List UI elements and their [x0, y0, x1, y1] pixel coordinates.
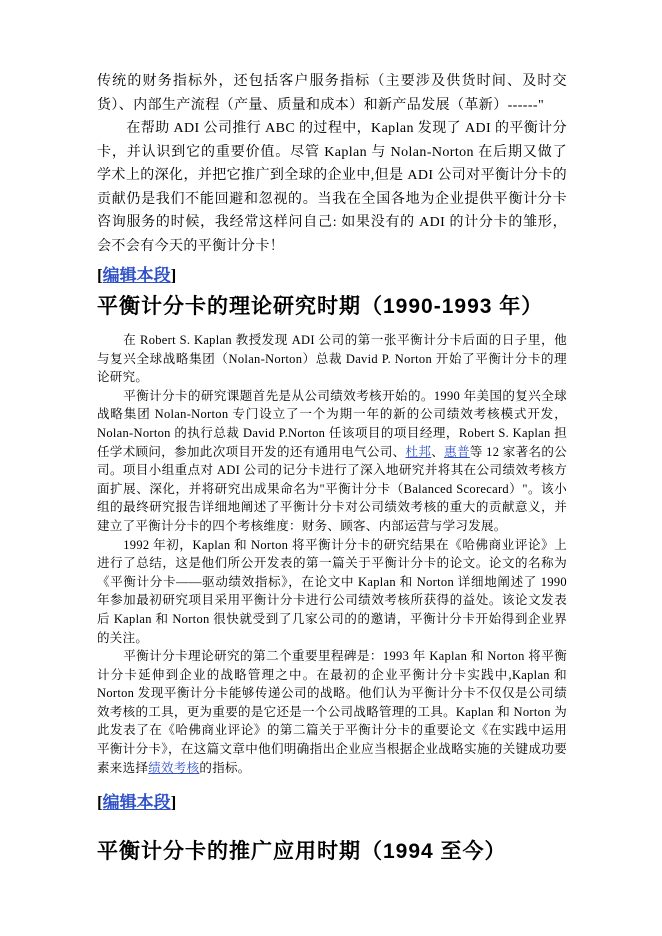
edit-section-block-2: [97, 792, 567, 814]
paragraph-1993-milestone: [97, 647, 567, 777]
paragraph-text: 、: [431, 444, 445, 459]
paragraph-research-project: [97, 387, 567, 536]
bracket-open: [: [97, 266, 103, 285]
paragraph-intro-continuation: 传统的财务指标外，还包括客户服务指标（主要涉及供货时间、及时交货）、内部生产流程（产量、质量和成本）和新产品发展（革新）------": [97, 74, 567, 113]
paragraph-adi-story: 在帮助 ADI 公司推行 ABC 的过程中，Kaplan 发现了 ADI 的平衡计分卡，并认识到它的重要价值。尽管 Kaplan 与 Nolan-Norton 在后期又做了学术上的深化，并把它推广到全球的企业中,但是 ADI 公司对平衡计分卡的贡献仍是我们不能回避和忽视的。当我在全国各地为企业提供平衡计分卡咨询服务的时候，我经常这样问自己: 如果没有的 ADI 的计分卡的雏形，会不会有今天的平衡计分卡！: [97, 121, 567, 254]
paragraph-1992-paper: 1992 年初，Kaplan 和 Norton 将平衡计分卡的研究结果在《哈佛商业评论》上进行了总结，这是他们所公开发表的第一篇关于平衡计分卡的论文。论文的名称为《平衡计分卡——驱动绩效指标》，在论文中 Kaplan 和 Norton 详细地阐述了 1990 年参加最初研究项目采用平衡计分卡进行公司绩效考核所获得的益处。该论文发表后 Kaplan 和 Norton 很快就受到了几家公司的的邀请，平衡计分卡开始得到企业界的关注。: [97, 537, 567, 645]
paragraph-text: 的指标。: [199, 760, 251, 775]
link-performance-review[interactable]: 绩效考核: [148, 760, 200, 775]
bracket-open: [: [97, 793, 103, 813]
bracket-close: ]: [170, 793, 177, 813]
link-dupont[interactable]: 杜邦: [405, 444, 432, 459]
heading-promotion-period: 平衡计分卡的推广应用时期（1994 至今）: [97, 840, 507, 864]
paragraph-text: 等 12 家著名的公司。项目小组重点对 ADI 公司的记分卡进行了深入地研究并将其在公司绩效考核方面扩展、深化，并将研究出成果命名为"平衡计分卡（Balanced Scorecard）"。该小组的最终研究报告详细地阐述了平衡计分卡对公司绩效考核的重大的贡献意义，并建立了平衡计分卡的四个考核维度：财务、顾客、内部运营与学习发展。: [97, 444, 567, 533]
heading-theory-period: 平衡计分卡的理论研究时期（1990-1993 年）: [97, 295, 544, 318]
paragraph-text: 平衡计分卡的研究课题首先是从公司绩效考核开始的。1990 年美国的复兴全球战略集团 Nolan-Norton 专门设立了一个为期一年的新的公司绩效考核模式开发，Nolan-Norton 的执行总裁 David P.Norton 任该项目的项目经理，Robert S. Kaplan 担任学术顾问，参加此次项目开发的还有通用电气公司、: [97, 388, 567, 459]
bracket-close: ]: [170, 266, 177, 285]
edit-section-link[interactable]: 编辑本段: [102, 266, 171, 285]
link-hp[interactable]: 惠普: [444, 444, 470, 459]
edit-section-link-2[interactable]: 编辑本段: [102, 793, 171, 813]
edit-section-block: [97, 265, 567, 287]
paragraph-robert-kaplan: 在 Robert S. Kaplan 教授发现 ADI 公司的第一张平衡计分卡后面的日子里，他与复兴全球战略集团（Nolan-Norton）总裁 David P. Norton 开始了平衡计分卡的理论研究。: [97, 333, 567, 385]
paragraph-text: 平衡计分卡理论研究的第二个重要里程碑是：1993 年 Kaplan 和 Norton 将平衡计分卡延伸到企业的战略管理之中。在最初的企业平衡计分卡实践中,Kaplan 和 Norton 发现平衡计分卡能够传递公司的战略。他们认为平衡计分卡不仅仅是公司绩效考核的工具，更为重要的是它还是一个公司战略管理的工具。Kaplan 和 Norton 为此发表了在《哈佛商业评论》的第二篇关于平衡计分卡的重要论文《在实践中运用平衡计分卡》，在这篇文章中他们明确指出企业应当根据企业战略实施的关键成功要素来选择: [97, 649, 567, 775]
